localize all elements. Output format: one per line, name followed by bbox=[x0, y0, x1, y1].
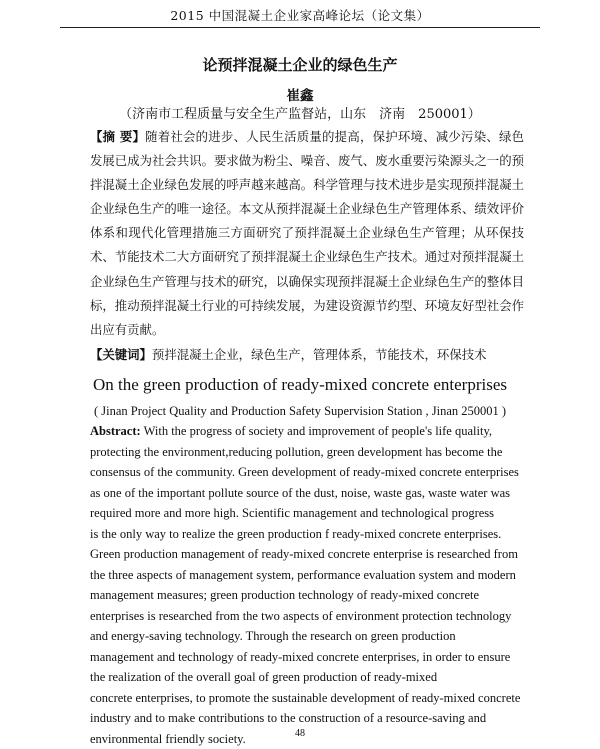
abstract-line: required more and more high. Scientific management and technological progress bbox=[90, 503, 530, 524]
keywords-label-cn: 【关键词】 bbox=[90, 347, 152, 362]
keywords-cn bbox=[90, 345, 524, 365]
abstract-line: Green production management of ready-mixed concrete enterprise is researched from bbox=[90, 544, 530, 565]
english-abstract bbox=[90, 421, 530, 749]
english-affiliation: ( Jinan Project Quality and Production Safety Supervision Station , Jinan 250001 ) bbox=[60, 404, 540, 419]
page-number: 48 bbox=[0, 728, 600, 739]
abstract-line: industry and to make contributions to the construction of a resource-saving and bbox=[90, 708, 530, 729]
abstract-line bbox=[90, 421, 530, 442]
abstract-line: protecting the environment,reducing pollution, green development has become the bbox=[90, 442, 530, 463]
abstract-line: is the only way to realize the green production f ready-mixed concrete enterprises. bbox=[90, 524, 530, 545]
abstract-line: environmental friendly society. bbox=[90, 729, 530, 749]
running-header: 2015 中国混凝土企业家高峰论坛（论文集） bbox=[60, 6, 540, 24]
author-name: 崔鑫 bbox=[60, 84, 540, 104]
abstract-line-text: With the progress of society and improvement of people's life quality, bbox=[144, 424, 492, 438]
abstract-line: the three aspects of management system, performance evaluation system and modern bbox=[90, 565, 530, 586]
abstract-line: management measures; green production technology of ready-mixed concrete bbox=[90, 585, 530, 606]
abstract-label-cn: 【摘 要】 bbox=[90, 129, 145, 144]
abstract-line: the realization of the overall goal of green production of ready-mixed bbox=[90, 667, 530, 688]
abstract-line: as one of the important pollute source of the dust, noise, waste gas, waste water was bbox=[90, 483, 530, 504]
chinese-abstract bbox=[90, 125, 524, 342]
abstract-line: management and technology of ready-mixed concrete enterprises, in order to ensure bbox=[90, 647, 530, 668]
abstract-line: and energy-saving technology. Through the research on green production bbox=[90, 626, 530, 647]
english-title: On the green production of ready-mixed concrete enterprises bbox=[60, 375, 540, 395]
abstract-label-en: Abstract: bbox=[90, 424, 141, 438]
header-rule bbox=[60, 27, 540, 28]
paper-title: 论预拌混凝土企业的绿色生产 bbox=[60, 54, 540, 75]
author-affiliation: （济南市工程质量与安全生产监督站，山东 济南 250001） bbox=[60, 103, 540, 122]
abstract-line: consensus of the community. Green development of ready-mixed concrete enterprises bbox=[90, 462, 530, 483]
abstract-line: concrete enterprises, to promote the sustainable development of ready-mixed concrete bbox=[90, 688, 530, 709]
keywords-text-cn: 预拌混凝土企业，绿色生产，管理体系，节能技术，环保技术 bbox=[152, 347, 487, 362]
abstract-line: enterprises is researched from the two aspects of environment protection technology bbox=[90, 606, 530, 627]
abstract-text-cn: 随着社会的进步、人民生活质量的提高，保护环境、减少污染、绿色发展已成为社会共识。要求做为粉尘、噪音、废气、废水重要污染源头之一的预拌混凝土企业绿色发展的呼声越来越高。科学管理与技术进步是实现预拌混凝土企业绿色生产的唯一途径。本文从预拌混凝土企业绿色生产管理体系、绩效评价体系和现代化管理措施三方面研究了预拌混凝土企业绿色生产管理；从环保技术、节能技术二大方面研究了预拌混凝土企业绿色生产技术。通过对预拌混凝土企业绿色生产管理与技术的研究，以确保实现预拌混凝土企业绿色生产的整体目标，推动预拌混凝土行业的可持续发展，为建设资源节约型、环境友好型社会作出应有贡献。 bbox=[90, 129, 524, 337]
